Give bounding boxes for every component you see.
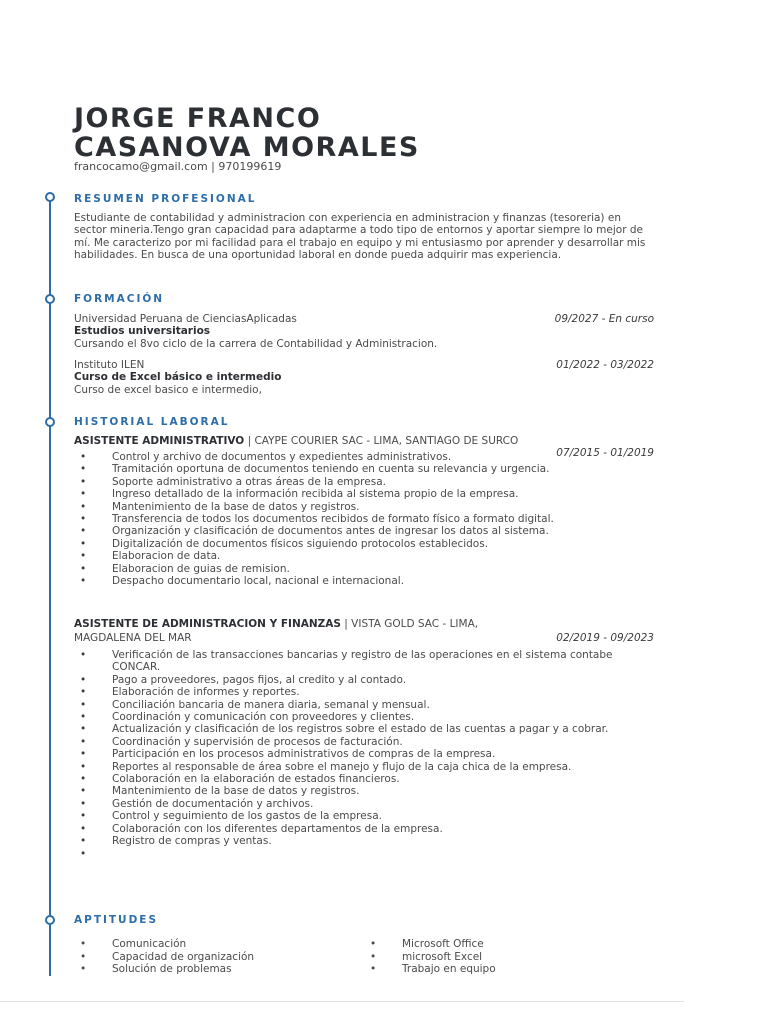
duty-item: • Despacho documentario local, nacional e internacional.	[74, 575, 654, 587]
duty-item: • Pago a proveedores, pagos fijos, al credito y al contado.	[74, 674, 654, 686]
duty-item: • Mantenimiento de la base de datos y registros.	[74, 785, 654, 797]
duty-item: • Reportes al responsable de área sobre el manejo y flujo de la caja chica de la empresa.	[74, 761, 654, 773]
education-item-1	[74, 313, 654, 350]
job-company: | CAYPE COURIER SAC - LIMA, SANTIAGO DE SURCO	[244, 435, 519, 447]
section-title-skills: APTITUDES	[74, 914, 159, 926]
contact-info: francocamo@gmail.com | 970199619	[74, 160, 282, 173]
timeline-dot-work	[45, 417, 55, 427]
job-dates: 02/2019 - 09/2023	[556, 632, 654, 644]
timeline-dot-education	[45, 294, 55, 304]
duty-item: • Control y archivo de documentos y expedientes administrativos.	[74, 451, 654, 463]
name-line-2: CASANOVA MORALES	[74, 132, 420, 163]
skill-item: • Comunicación	[74, 938, 254, 951]
education-detail: Curso de excel basico e intermedio,	[74, 383, 262, 396]
skill-item: • Microsoft Office	[364, 938, 496, 951]
education-institution: Instituto ILEN	[74, 359, 145, 371]
job-role: ASISTENTE ADMINISTRATIVO	[74, 435, 245, 447]
skill-item: • Capacidad de organización	[74, 951, 254, 964]
job-duties-list-1	[74, 451, 654, 587]
education-detail: Cursando el 8vo ciclo de la carrera de Contabilidad y Administracion.	[74, 337, 438, 350]
education-degree: Curso de Excel básico e intermedio	[74, 371, 282, 384]
job-company: | VISTA GOLD SAC - LIMA,	[340, 618, 479, 630]
job-header-2	[74, 618, 654, 630]
job-company-line2: MAGDALENA DEL MAR	[74, 632, 192, 644]
duty-item: • Ingreso detallado de la información recibida al sistema propio de la empresa.	[74, 488, 654, 500]
duty-item: • Participación en los procesos administrativos de compras de la empresa.	[74, 748, 654, 760]
duty-item: • Elaboracion de data.	[74, 550, 654, 562]
section-title-work: HISTORIAL LABORAL	[74, 416, 230, 428]
education-institution: Universidad Peruana de CienciasAplicadas	[74, 313, 297, 325]
timeline-dot-summary	[45, 192, 55, 202]
duty-item: • Transferencia de todos los documentos recibidos de formato físico a formato digital.	[74, 513, 654, 525]
summary-text: Estudiante de contabilidad y administracion con experiencia en administracion y finanzas (tesoreria) en sector mineria.Tengo gran capacidad para adaptarme a todo tipo de entornos y aportar siempre lo mejor de mí. Me caracterizo por mi facilidad para el trabajo en equipo y mi entusiasmo por aprender y desarrollar mis habilidades. En busca de una oportunidad laboral en donde pueda adquirir mas experiencia.	[74, 212, 646, 262]
duty-item: • Verificación de las transacciones bancarias y registro de las operaciones en el sistema contabe CONCAR.	[74, 649, 654, 674]
duty-item: • Soporte administrativo a otras áreas de la empresa.	[74, 476, 654, 488]
skill-item: • Solución de problemas	[74, 963, 254, 976]
job-role: ASISTENTE DE ADMINISTRACION Y FINANZAS	[74, 618, 341, 630]
duty-item: • Registro de compras y ventas.	[74, 835, 654, 847]
skill-item: • Trabajo en equipo	[364, 963, 496, 976]
duty-item: • Conciliación bancaria de manera diaria, semanal y mensual.	[74, 699, 654, 711]
duty-item: • Coordinación y supervisión de procesos de facturación.	[74, 736, 654, 748]
duty-item: • Control y seguimiento de los gastos de la empresa.	[74, 810, 654, 822]
skills-column-left	[74, 938, 254, 976]
job-header-1	[74, 435, 654, 447]
duty-item: • Elaboración de informes y reportes.	[74, 686, 654, 698]
page-bottom-divider	[0, 1001, 684, 1002]
duty-item: • Mantenimiento de la base de datos y registros.	[74, 501, 654, 513]
duty-item: • Colaboración en la elaboración de estados financieros.	[74, 773, 654, 785]
skill-item: • microsoft Excel	[364, 951, 496, 964]
job-header-2-line2	[74, 632, 654, 644]
duty-item: • Tramitación oportuna de documentos teniendo en cuenta su relevancia y urgencia.	[74, 463, 654, 475]
duty-item: • Actualización y clasificación de los registros sobre el estado de las cuentas a pagar y a cobrar.	[74, 723, 654, 735]
duty-item: • Coordinación y comunicación con proveedores y clientes.	[74, 711, 654, 723]
education-dates: 01/2022 - 03/2022	[556, 359, 654, 371]
job-dates: 07/2015 - 01/2019	[556, 447, 654, 459]
duty-item: • Digitalización de documentos físicos siguiendo protocolos establecidos.	[74, 538, 654, 550]
duty-item: • Organización y clasificación de documentos antes de ingresar los datos al sistema.	[74, 525, 654, 537]
duty-item	[74, 848, 654, 860]
education-degree: Estudios universitarios	[74, 325, 211, 338]
skills-column-right	[364, 938, 496, 976]
timeline-line	[49, 196, 51, 976]
duty-item: • Elaboracion de guias de remision.	[74, 563, 654, 575]
education-item-2	[74, 359, 654, 396]
job-duties-list-2	[74, 649, 654, 860]
name-line-1: JORGE FRANCO	[74, 103, 322, 134]
section-title-summary: RESUMEN PROFESIONAL	[74, 193, 257, 205]
candidate-name	[74, 104, 420, 162]
section-title-education: FORMACIÓN	[74, 293, 165, 305]
duty-item: • Colaboración con los diferentes departamentos de la empresa.	[74, 823, 654, 835]
timeline-dot-skills	[45, 915, 55, 925]
duty-item: • Gestión de documentación y archivos.	[74, 798, 654, 810]
education-dates: 09/2027 - En curso	[554, 313, 654, 325]
